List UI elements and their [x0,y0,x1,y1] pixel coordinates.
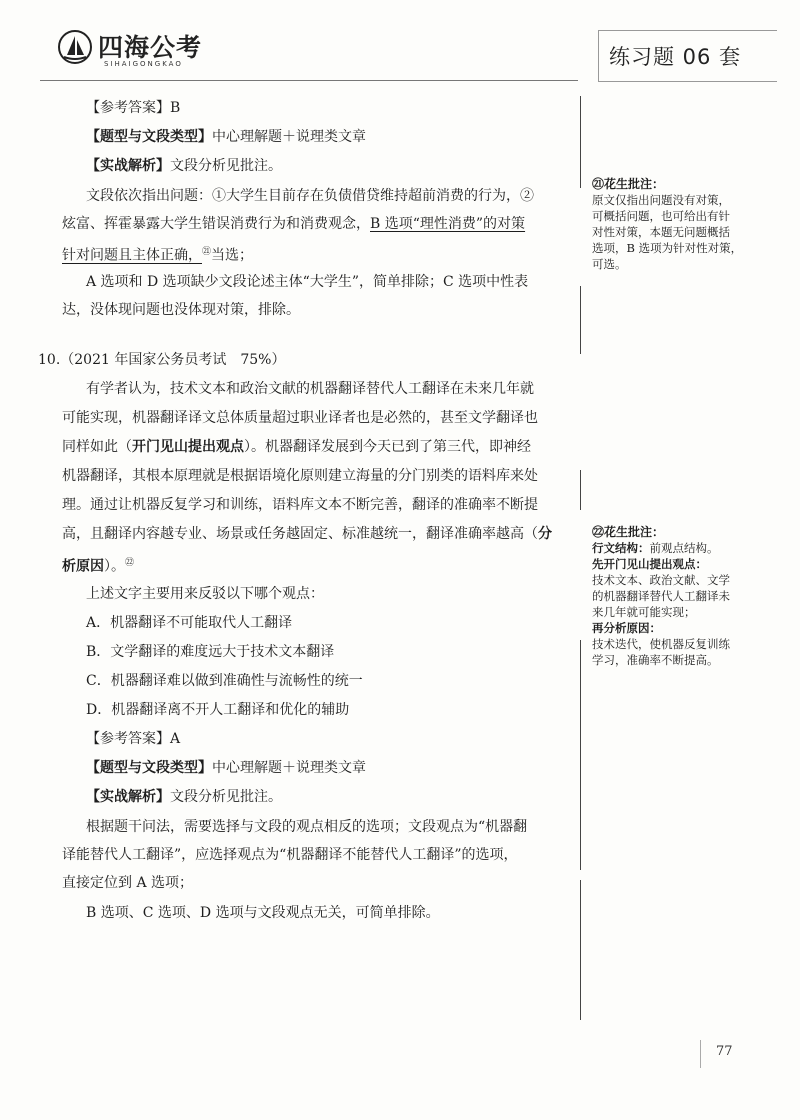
side-note-line: 来几年就可能实现； [592,605,696,619]
note-ref-21: ㉑ [202,247,212,257]
q9-para1-line3 [62,242,253,266]
q9-para1-text: 炫富、挥霍暴露大学生错误消费行为和消费观念， [62,216,370,232]
header-divider [40,80,578,81]
q10-annotation-text: 分 [538,526,552,542]
side-note-22 [592,524,770,668]
q10-annotation-text: 析原因 [62,558,104,575]
q10-para-text: 高，且翻译内容越专业、场景或任务越固定、标准越统一，翻译准确率越高（ [62,526,538,542]
q10-analysis-label: 【实战解析】 [86,789,170,805]
q9-underlined-text: B 选项“理性消费”的对策 [370,216,526,232]
q10-para-line3 [62,437,531,457]
margin-divider [580,880,581,1020]
q10-para-line7 [62,553,134,577]
page-header [0,0,800,80]
q9-para1-line2 [62,214,525,234]
q9-para1-line1: 文段依次指出问题：①大学生目前存在负债借贷维持超前消费的行为，② [86,188,534,204]
q10-analysis [86,787,282,807]
side-note-line: 学习，准确率不断提高。 [592,653,719,667]
q10-analysis-value: 文段分析见批注。 [170,789,282,805]
q10-para-text: ）。 [104,558,125,575]
q10-explanation-line1: 根据题干问法，需要选择与文段的观点相反的选项；文段观点为“机器翻 [86,819,528,835]
q9-type [86,127,366,147]
q9-para1-text: 当选； [211,247,254,264]
q10-explanation-line3: 直接定位到 A 选项； [62,875,194,891]
side-note-line: 的机器翻译替代人工翻译未 [592,589,730,603]
q9-underlined-text: 针对问题且主体正确， [62,247,202,264]
margin-divider [580,286,581,354]
page-number-divider [700,1040,701,1068]
side-note-title: ㉑花生批注： [592,177,665,191]
side-note-title: ㉒花生批注： [592,525,665,539]
side-note-line: 可概括问题，也可给出有针 [592,209,730,223]
side-note-line: 技术迭代，使机器反复训练 [592,637,730,651]
q10-annotation-text: 开门见山提出观点 [132,439,244,455]
side-note-label: 行文结构： [592,541,650,555]
q10-type-value: 中心理解题＋说理类文章 [212,760,366,776]
side-note-line: 对性对策，本题无问题概括 [592,225,730,239]
margin-divider [580,96,581,188]
q10-heading: 10.（2021 年国家公务员考试 75%） [38,352,286,368]
q10-para-line6 [62,524,552,544]
q10-para-line5: 理。通过让机器反复学习和训练，语料库文本不断完善，翻译的准确率不断提 [62,497,538,513]
q9-answer: 【参考答案】B [86,100,181,116]
q9-analysis [86,156,282,176]
q10-para-text: ）。机器翻译发展到今天已到了第三代，即神经 [244,439,531,455]
side-note-21 [592,176,770,272]
sailboat-logo-icon [58,30,92,64]
q9-para2-line1: A 选项和 D 选项缺少文段论述主体“大学生”，简单排除；C 选项中性表 [86,274,529,290]
q10-option-a: A．机器翻译不可能取代人工翻译 [86,615,293,631]
q9-type-label: 【题型与文段类型】 [86,129,212,145]
q10-explanation-line2: 译能替代人工翻译”，应选择观点为“机器翻译不能替代人工翻译”的选项， [62,847,518,863]
side-note-line: 可选。 [592,257,627,271]
side-note-label: 先开门见山提出观点： [592,557,707,571]
q10-para-line2: 可能实现，机器翻译译文总体质量超过职业译者也是必然的，甚至文学翻译也 [62,410,538,426]
q10-para-text: 同样如此（ [62,439,132,455]
side-note-line: 原文仅指出问题没有对策， [592,193,730,207]
logo-text: 四海公考 [98,33,203,62]
q10-para-line1: 有学者认为，技术文本和政治文献的机器翻译替代人工翻译在未来几年就 [86,381,534,397]
q10-type [86,758,366,778]
q10-type-label: 【题型与文段类型】 [86,760,212,776]
q9-analysis-label: 【实战解析】 [86,158,170,174]
q10-option-b: B．文学翻译的难度远大于技术文本翻译 [86,644,335,660]
q10-question: 上述文字主要用来反驳以下哪个观点： [86,586,324,602]
q10-option-c: C．机器翻译难以做到准确性与流畅性的统一 [86,673,363,689]
note-ref-22: ㉒ [125,558,135,568]
page-number: 77 [716,1044,733,1059]
side-note-label: 再分析原因： [592,621,661,635]
q10-explanation-line4: B 选项、C 选项、D 选项与文段观点无关，可简单排除。 [86,905,440,921]
q10-option-d: D．机器翻译离不开人工翻译和优化的辅助 [86,702,350,718]
q9-para2-line2: 达，没体现问题也没体现对策，排除。 [62,302,300,318]
margin-divider [580,640,581,870]
side-note-line [592,540,770,556]
side-note-text: 前观点结构。 [649,541,719,555]
logo-subtext: SIHAIGONGKAO [104,60,183,68]
set-title: 练习题 06 套 [609,45,742,69]
q9-analysis-value: 文段分析见批注。 [170,158,282,174]
q9-type-value: 中心理解题＋说理类文章 [212,129,366,145]
margin-divider [580,470,581,510]
q10-para-line4: 机器翻译，其根本原理就是根据语境化原则建立海量的分门别类的语料库来处 [62,468,538,484]
q10-answer: 【参考答案】A [86,731,181,747]
side-note-line: 选项，B 选项为针对性对策， [592,241,743,255]
side-note-line: 技术文本、政治文献、文学 [592,573,730,587]
